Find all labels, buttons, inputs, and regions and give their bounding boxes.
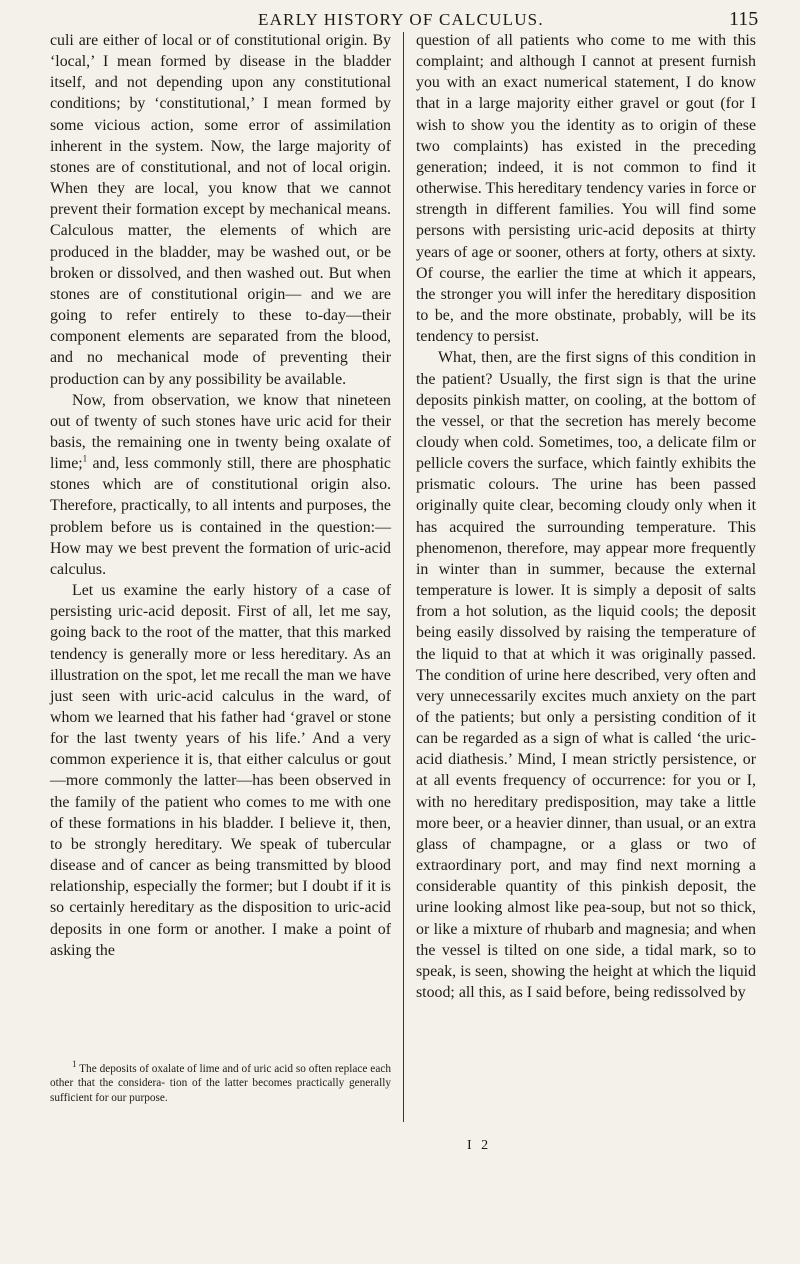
page-number: 115: [729, 8, 759, 30]
paragraph: Let us examine the early history of a case of persisting uric-acid deposit. First of all, let me say, going back to the root of the matter, that this marked tendency is generally more or less hereditary. As an illustration on the spot, let me recall the man we have just seen with uric-acid calculus in the ward, of whom we learned that his father had ‘gravel or stone for the last twenty years of his life.’ And a very common experience it is, that either calculus or gout—more commonly the latter—has been observed in the family of the patient who comes to me with one of these formations in his bladder. I believe it, then, to be strongly hereditary. We speak of tubercular disease and of cancer as being transmitted by blood relationship, especially the former; but I doubt if it is so certainly hereditary as the disposition to uric-acid deposits in one form or another. I make a point of asking the: [50, 582, 391, 959]
right-column: [416, 30, 756, 1003]
header-title: EARLY HISTORY OF CALCULUS.: [258, 10, 544, 29]
column-divider: [403, 32, 404, 1122]
paragraph: culi are either of local or of constitutional origin. By ‘local,’ I mean formed by disease in the bladder itself, and not depending upon any constitutional conditions; by ‘constitutional,’ I mean formed by some vicious action, some error of assimilation inherent in the system. Now, the large majority of stones are of constitutional, and not of local origin. When they are local, you know that we cannot prevent their formation except by mechanical means. Calculous matter, the elements of which are produced in the bladder, may be washed out, or be broken or dissolved, and then washed out. But when stones are of constitutional origin— and we are going to refer entirely to these to-day—their component elements are separated from the blood, and no mechanical mode of preventing their production can by any possibility be available.: [50, 32, 391, 388]
footnote-marker: 1: [72, 1059, 77, 1070]
paragraph-text: Now, from observation, we know that nineteen out of twenty of such stones have uric acid for their basis, the remaining one in twenty being oxalate of lime;: [50, 391, 391, 473]
paragraph: question of all patients who come to me with this complaint; and although I cannot at present furnish you with an exact numerical statement, I do know that in a large majority either gravel or gout (for I wish to show you the identity as to origin of these two complaints) has existed in the preceding generation; indeed, it is not common to find it otherwise. This hereditary tendency varies in force or strength in different families. You will find some persons with persisting uric-acid deposits at thirty years of age or sooner, others at forty, others at sixty. Of course, the earlier the time at which it appears, the stronger you will infer the hereditary disposition to be, and the more obstinate, probably, will be its tendency to persist.: [416, 32, 756, 346]
footnote-text: The deposits of oxalate of lime and of uric acid so often replace each other that the considera- tion of the latter becomes practically generally sufficient for our purpose.: [50, 1063, 391, 1104]
footnote-reference: 1: [82, 453, 88, 464]
paragraph: [50, 390, 391, 580]
footnote: [50, 1059, 391, 1105]
paragraph: What, then, are the first signs of this condition in the patient? Usually, the first sign is that the urine deposits pinkish matter, on cooling, at the bottom of the vessel, or that the secretion has merely become cloudy when cold. Sometimes, too, a delicate film or pellicle covers the surface, which faintly exhibits the prismatic colours. The urine has been passed originally quite clear, becoming cloudy only when it has acquired the surrounding temperature. This phenomenon, therefore, may appear more frequently in winter than in summer, because the external temperature is lower. It is simply a deposit of salts from a hot solution, as the liquid cools; the deposit being easily dissolved by raising the temperature of the liquid to that at which it was originally passed. The condition of urine here described, very often and very unnecessarily excites much anxiety on the part of the patients; but only a persisting condition of it can be regarded as a sign of what is called ‘the uric-acid diathesis.’ Mind, I mean strictly persistence, or at all events frequency of occurrence: for you or I, with no hereditary predisposition, may take a little more beer, or a heavier dinner, than usual, or an extra glass of champagne, or a glass or two of extraordinary port, and may find next morning a considerable quantity of this pinkish deposit, the urine looking almost like pea-soup, but not so thick, or like a mixture of rhubarb and magnesia; and when the vessel is tilted on one side, a tidal mark, so to speak, is seen, showing the height at which the liquid stood; all this, as I said before, being redissolved by: [416, 349, 756, 1002]
footnote-line: [50, 1059, 391, 1105]
paragraph-text: and, less commonly still, there are phosphatic stones which are of constitutional origin also. Therefore, practically, to all intents and purposes, the problem before us is contained in the question:— How may we best prevent the formation of uric-acid calculus.: [50, 455, 391, 578]
left-column: [50, 30, 391, 961]
signature-mark: I 2: [467, 1138, 492, 1153]
